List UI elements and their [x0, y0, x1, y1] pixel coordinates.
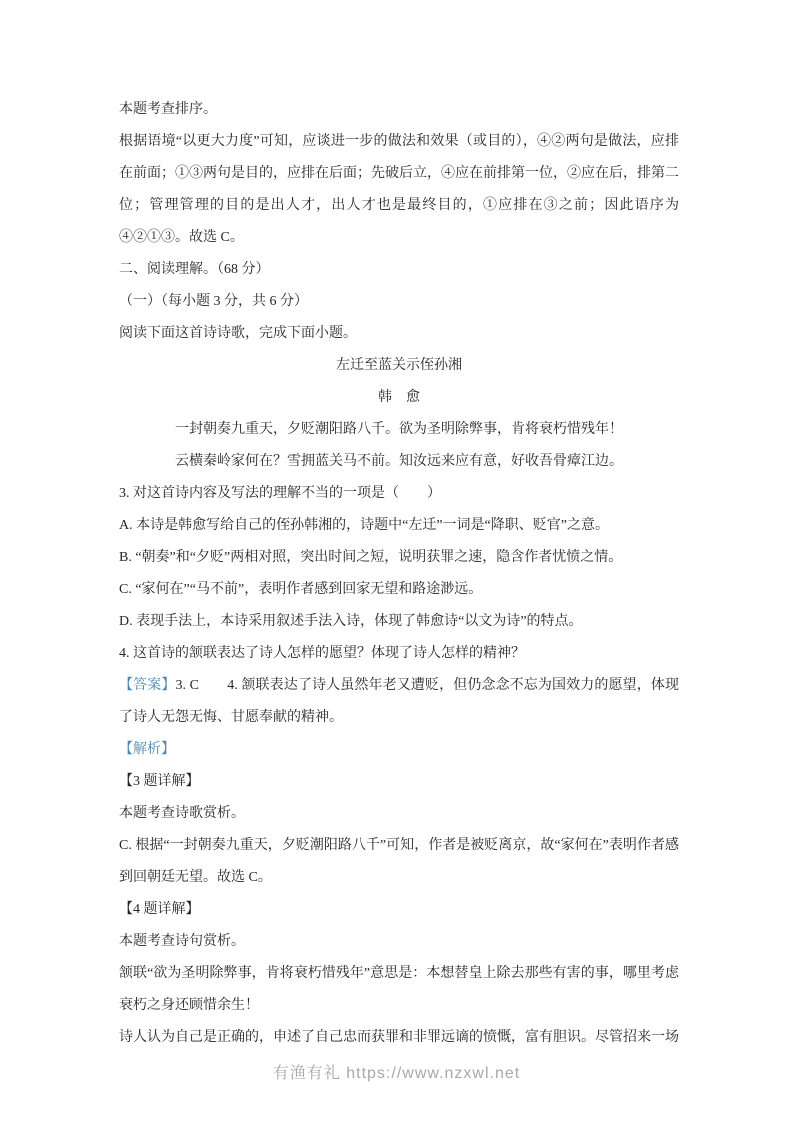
- detail-4-heading: 【4 题详解】: [119, 902, 200, 917]
- sort-explanation-paragraph: 根据语境“以更大力度”可知，应谈进一步的做法和效果（或目的），④②两句是做法，应排在前面；①③两句是目的，应排在后面；先破后立，④应在前排第一位，②应在后，排第二位；管理管理的目的是出人才，出人才也是最终目的，①应排在③之前；因此语序为④②①③。故选 C。: [119, 134, 679, 245]
- reading-instruction: 阅读下面这首诗诗歌，完成下面小题。: [119, 326, 357, 341]
- detail-3-explanation: C. 根据“一封朝奏九重天，夕贬潮阳路八千”可知，作者是被贬离京，故“家何在”表明作者感到回朝廷无望。故选 C。: [119, 838, 679, 885]
- analysis-label: 【解析】: [119, 742, 175, 757]
- detail-4-explanation-2: 诗人认为自己是正确的，申述了自己忠而获罪和非罪远谪的愤慨，富有胆识。尽管招来一场: [119, 1030, 679, 1045]
- question-3-option-a: A. 本诗是韩愈写给自己的侄孙韩湘的，诗题中“左迁”一词是“降职、贬官”之意。: [119, 518, 609, 533]
- question-4: 4. 这首诗的颔联表达了诗人怎样的愿望？体现了诗人怎样的精神？: [119, 646, 525, 661]
- poem-author: 韩 愈: [378, 390, 420, 405]
- detail-3-heading: 【3 题详解】: [119, 774, 200, 789]
- poem-title: 左迁至蓝关示侄孙湘: [336, 358, 462, 373]
- poem-line-2: 云横秦岭家何在？雪拥蓝关马不前。知汝远来应有意，好收吾骨瘴江边。: [175, 454, 623, 469]
- answer-label: 【答案】: [119, 678, 176, 693]
- detail-4-intro: 本题考查诗句赏析。: [119, 934, 245, 949]
- footer-watermark: 有渔有礼 https://www.nzxwl.net: [272, 1065, 521, 1082]
- subsection-one-heading: （一）（每小题 3 分，共 6 分）: [119, 294, 308, 309]
- prev-question-analysis-intro: 本题考查排序。: [119, 102, 217, 117]
- question-3: 3. 对这首诗内容及写法的理解不当的一项是（ ）: [119, 486, 441, 501]
- question-3-option-c: C. “家何在”“马不前”，表明作者感到回家无望和路途渺远。: [119, 582, 483, 597]
- question-3-option-b: B. “朝奏”和“夕贬”两相对照，突出时间之短，说明获罪之速，隐含作者忧愤之情。: [119, 550, 623, 565]
- detail-3-intro: 本题考查诗歌赏析。: [119, 806, 245, 821]
- poem-line-1: 一封朝奏九重天，夕贬潮阳路八千。欲为圣明除弊事，肯将衰朽惜残年！: [175, 422, 623, 437]
- section-ii-heading: 二、阅读理解。（68 分）: [119, 262, 270, 277]
- detail-4-explanation-1: 颔联“欲为圣明除弊事，肯将衰朽惜残年”意思是：本想替皇上除去那些有害的事，哪里考虑衰朽之身还顾惜余生！: [119, 966, 679, 1013]
- exam-document-page: [119, 94, 679, 1054]
- answer-paragraph: [119, 670, 679, 734]
- answer-text: 3. C 4. 颔联表达了诗人虽然年老又遭贬，但仍念念不忘为国效力的愿望，体现了诗人无怨无悔、甘愿奉献的精神。: [119, 678, 679, 725]
- question-3-option-d: D. 表现手法上，本诗采用叙述手法入诗，体现了韩愈诗“以文为诗”的特点。: [119, 614, 583, 629]
